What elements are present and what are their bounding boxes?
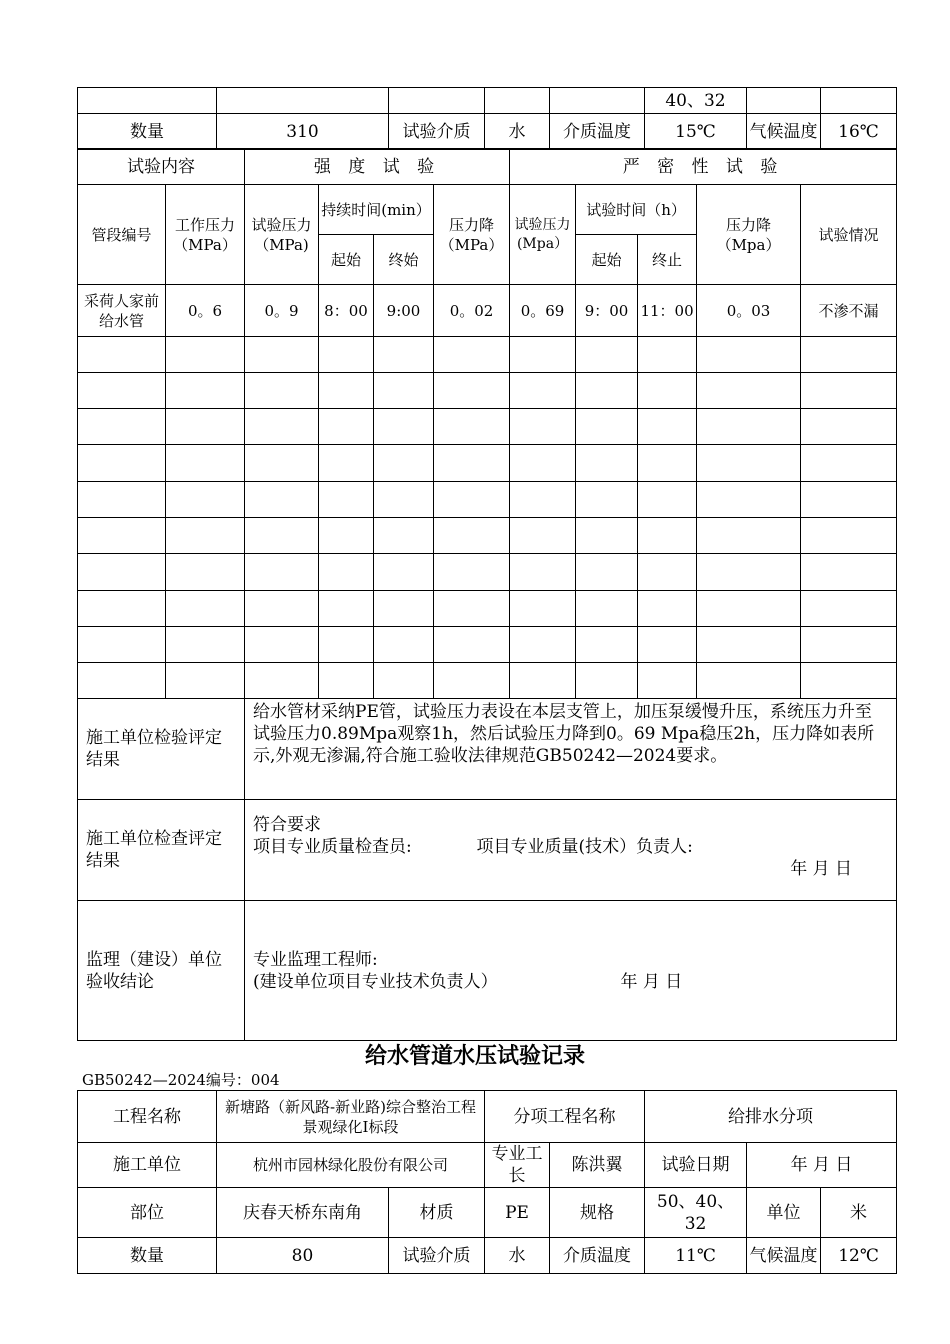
inspection-label: 施工单位检验评定结果 <box>78 699 245 800</box>
second-form-block <box>77 1090 896 1274</box>
project-value: 新塘路（新风路-新业路)综合整治工程景观绿化I标段 <box>217 1091 485 1143</box>
medium-label-2: 试验介质 <box>389 1238 485 1274</box>
table-row-empty <box>78 518 897 554</box>
qty-label: 数量 <box>78 114 217 150</box>
table-row-empty <box>78 337 897 373</box>
test-table <box>77 148 897 699</box>
location-label: 部位 <box>78 1188 217 1238</box>
condition-header: 试验情况 <box>801 185 897 285</box>
spec-value-2: 50、40、32 <box>645 1188 747 1238</box>
end-cell: 9:00 <box>374 285 434 337</box>
row-project <box>78 1091 897 1143</box>
evaluation-table <box>77 698 897 1041</box>
row-quantity <box>78 114 897 150</box>
tightness-test-label: 严 密 性 试 验 <box>510 149 897 185</box>
table-row-empty <box>78 409 897 445</box>
start2-header: 起始 <box>576 235 638 285</box>
check-label: 施工单位检查评定结果 <box>78 800 245 901</box>
segment-cell: 采荷人家前给水管 <box>78 285 166 337</box>
supervision-owner: (建设单位项目专业技术负责人） <box>253 971 498 992</box>
table-row-empty <box>78 591 897 627</box>
qty-label-2: 数量 <box>78 1238 217 1274</box>
company-label: 施工单位 <box>78 1143 217 1188</box>
supervision-engineer: 专业监理工程师: <box>253 949 378 970</box>
location-value: 庆春天桥东南角 <box>217 1188 389 1238</box>
climate-temp-label-2: 气候温度 <box>747 1238 821 1274</box>
climate-temp-value-2: 12℃ <box>821 1238 897 1274</box>
subproject-value: 给排水分项 <box>645 1091 897 1143</box>
work-pressure-header: 工作压力（MPa） <box>166 185 245 285</box>
top-header-table <box>77 87 897 150</box>
evaluation-block <box>77 698 896 1041</box>
pressure-drop2-cell: 0。03 <box>697 285 801 337</box>
climate-temp-value: 16℃ <box>821 114 897 150</box>
test-time-header: 试验时间（h） <box>576 185 697 235</box>
work-pressure-cell: 0。6 <box>166 285 245 337</box>
medium-temp-value: 15℃ <box>645 114 747 150</box>
strength-test-label: 强 度 试 验 <box>245 149 510 185</box>
segment-header: 管段编号 <box>78 185 166 285</box>
row-supervision <box>78 901 897 1041</box>
table-row-empty <box>78 627 897 663</box>
subproject-label: 分项工程名称 <box>485 1091 645 1143</box>
supervision-date: 年 月 日 <box>620 971 683 992</box>
row-header-1 <box>78 185 897 235</box>
test-pressure-header: 试验压力（MPa) <box>245 185 319 285</box>
row-inspection <box>78 699 897 800</box>
check-inspector: 项目专业质量检查员: <box>253 837 412 857</box>
pressure-drop-cell: 0。02 <box>434 285 510 337</box>
company-value: 杭州市园林绿化股份有限公司 <box>217 1143 485 1188</box>
start-cell: 8：00 <box>319 285 374 337</box>
qty-value-2: 80 <box>217 1238 389 1274</box>
spec-value: 40、32 <box>645 88 747 114</box>
test-content-label: 试验内容 <box>78 149 245 185</box>
pressure-drop-header: 压力降（MPa） <box>434 185 510 285</box>
medium-temp-value-2: 11℃ <box>645 1238 747 1274</box>
table-row-empty <box>78 445 897 482</box>
test-table-block <box>77 148 896 699</box>
date-label: 试验日期 <box>645 1143 747 1188</box>
end2-cell: 11：00 <box>638 285 697 337</box>
top-header-block <box>77 87 896 150</box>
pressure-drop2-header: 压力降（Mpa） <box>697 185 801 285</box>
medium-temp-label: 介质温度 <box>550 114 645 150</box>
table-row-empty <box>78 554 897 591</box>
table-row-empty <box>78 373 897 409</box>
row-company <box>78 1143 897 1188</box>
form-code: GB50242—2024编号：004 <box>82 1071 280 1089</box>
spec-label: 规格 <box>550 1188 645 1238</box>
row-location <box>78 1188 897 1238</box>
material-value: PE <box>485 1188 550 1238</box>
page-title: 给水管道水压试验记录 <box>364 1044 585 1069</box>
row-spec-continuation <box>78 88 897 114</box>
table-row-empty <box>78 482 897 518</box>
check-date: 年 月 日 <box>790 859 852 879</box>
medium-label: 试验介质 <box>389 114 485 150</box>
start2-cell: 9：00 <box>576 285 638 337</box>
duration-header: 持续时间(min） <box>319 185 434 235</box>
project-label: 工程名称 <box>78 1091 217 1143</box>
check-tech: 项目专业质量(技术）负责人: <box>476 837 693 857</box>
date-value: 年 月 日 <box>747 1143 897 1188</box>
unit-label: 单位 <box>747 1188 821 1238</box>
row-test-content <box>78 149 897 185</box>
row-quantity-2 <box>78 1238 897 1274</box>
test-pressure2-header: 试验压力(Mpa） <box>510 185 576 285</box>
supervision-cell <box>245 901 897 1041</box>
foreman-label: 专业工长 <box>485 1143 550 1188</box>
supervision-label: 监理（建设）单位验收结论 <box>78 901 245 1041</box>
check-result: 符合要求 <box>253 815 321 835</box>
condition-cell: 不渗不漏 <box>801 285 897 337</box>
row-check <box>78 800 897 901</box>
climate-temp-label: 气候温度 <box>747 114 821 150</box>
unit-value: 米 <box>821 1188 897 1238</box>
inspection-text: 给水管材采纳PE管，试验压力表设在本层支管上，加压泵缓慢升压，系统压力升至试验压力0.89Mpa观察1h，然后试验压力降到0。69 Mpa稳压2h，压力降如表所示,外观无渗漏,符合施工验收法律规范GB50242—2024要求。 <box>245 699 897 800</box>
medium-value-2: 水 <box>485 1238 550 1274</box>
qty-value: 310 <box>217 114 389 150</box>
medium-temp-label-2: 介质温度 <box>550 1238 645 1274</box>
medium-value: 水 <box>485 114 550 150</box>
test-pressure2-cell: 0。69 <box>510 285 576 337</box>
end2-header: 终止 <box>638 235 697 285</box>
supervision-owner-line <box>253 971 888 993</box>
foreman-value: 陈洪翼 <box>550 1143 645 1188</box>
table-row <box>78 285 897 337</box>
test-pressure-cell: 0。9 <box>245 285 319 337</box>
check-signers <box>253 836 888 858</box>
second-form-table <box>77 1090 897 1274</box>
start-header: 起始 <box>319 235 374 285</box>
table-row-empty <box>78 663 897 699</box>
end-header: 终始 <box>374 235 434 285</box>
material-label: 材质 <box>389 1188 485 1238</box>
check-cell <box>245 800 897 901</box>
